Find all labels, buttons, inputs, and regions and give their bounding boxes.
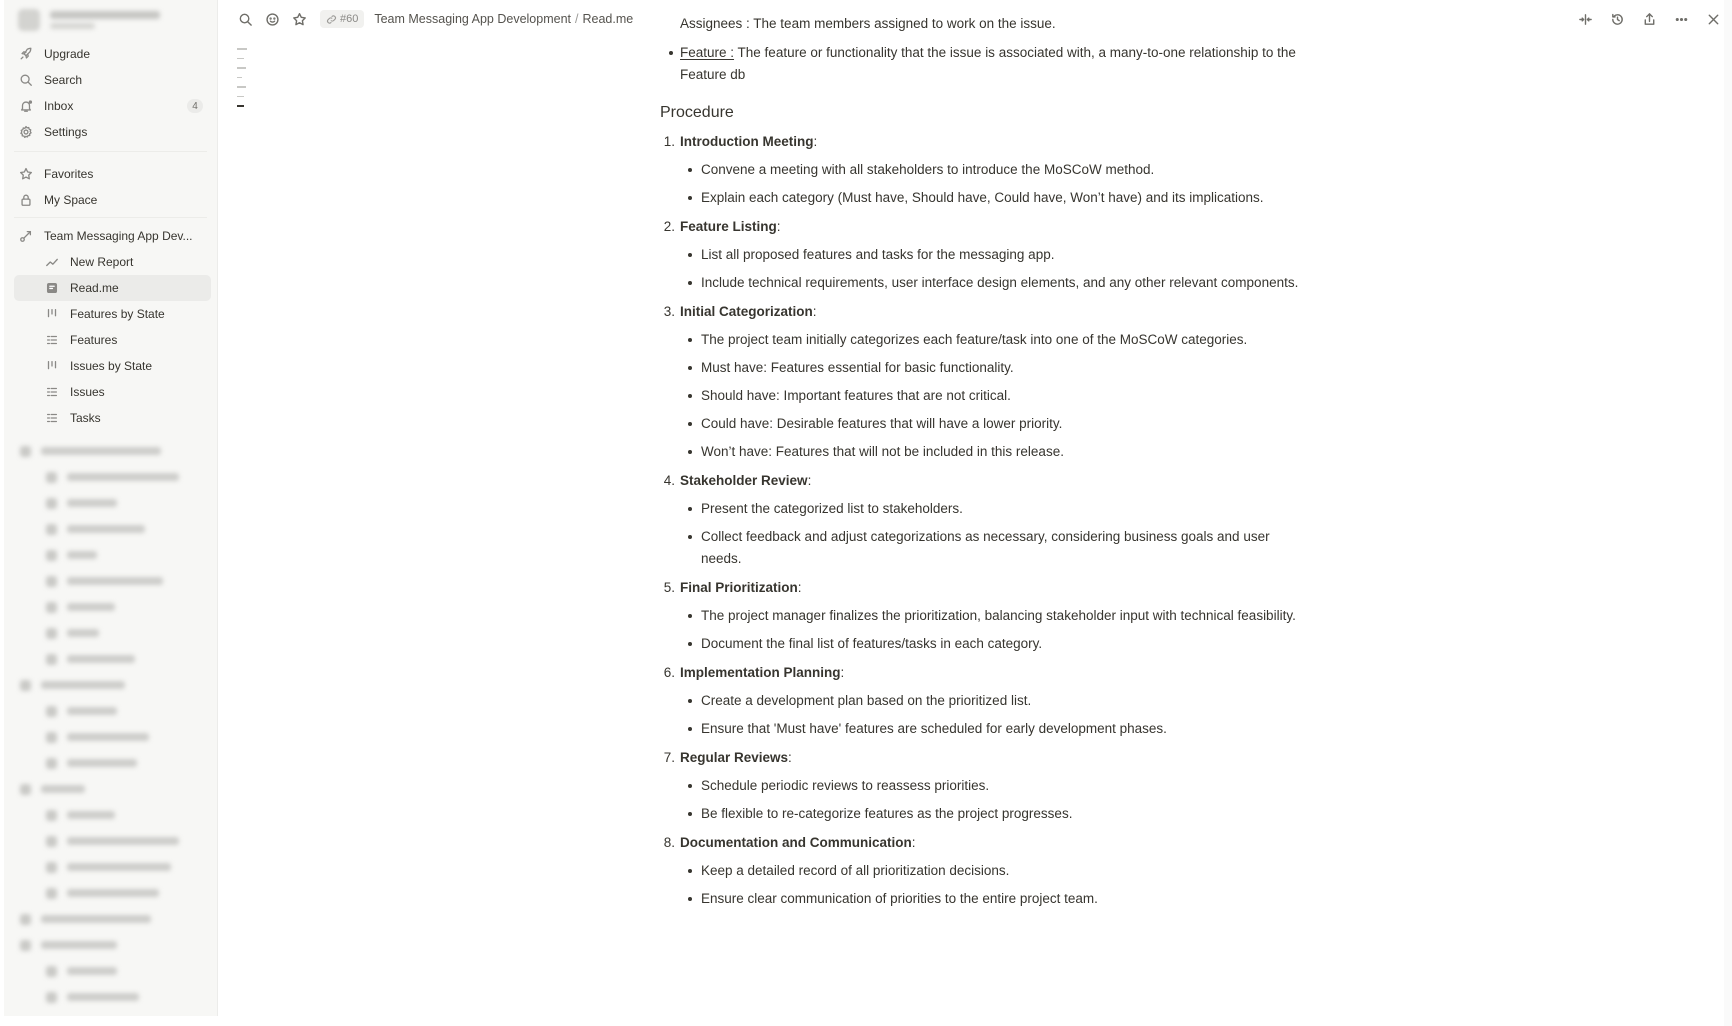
sidebar-divider bbox=[14, 151, 207, 161]
step-heading bbox=[660, 747, 1300, 769]
doc-icon bbox=[44, 280, 60, 296]
sidebar-item-features[interactable] bbox=[4, 327, 217, 353]
sidebar-item-favorites[interactable] bbox=[4, 161, 217, 187]
procedure-step bbox=[660, 216, 1300, 294]
bullet-item: Include technical requirements, user interface design elements, and any other relevant components. bbox=[701, 272, 1300, 294]
sidebar-item-label: Features bbox=[70, 333, 118, 347]
property-item bbox=[680, 42, 1300, 86]
step-title: Documentation and Communication bbox=[680, 835, 912, 850]
sidebar-item-tasks[interactable] bbox=[4, 405, 217, 431]
step-bullets bbox=[660, 690, 1300, 740]
step-number: 7. bbox=[663, 750, 675, 765]
step-title: Final Prioritization bbox=[680, 580, 798, 595]
document-body bbox=[660, 16, 1300, 910]
table-icon bbox=[44, 384, 60, 400]
sidebar-item-issues-by-state[interactable] bbox=[4, 353, 217, 379]
property-list bbox=[660, 42, 1300, 86]
procedure-step bbox=[660, 301, 1300, 463]
sidebar-item-label: Features by State bbox=[70, 307, 165, 321]
step-bullets bbox=[660, 159, 1300, 209]
sidebar-item-upgrade[interactable] bbox=[4, 41, 217, 67]
step-bullets bbox=[660, 498, 1300, 570]
step-colon: : bbox=[840, 665, 845, 680]
procedure-step bbox=[660, 577, 1300, 655]
search-icon bbox=[18, 72, 34, 88]
bullet-item: Present the categorized list to stakeholders. bbox=[701, 498, 1300, 520]
step-number: 3. bbox=[663, 304, 675, 319]
step-heading bbox=[660, 301, 1300, 323]
star-icon bbox=[18, 166, 34, 182]
sidebar bbox=[4, 0, 218, 1016]
bullet-item: The project team initially categorizes each feature/task into one of the MoSCoW categories. bbox=[701, 329, 1300, 351]
step-number: 5. bbox=[663, 580, 675, 595]
bullet-item: Could have: Desirable features that will have a lower priority. bbox=[701, 413, 1300, 435]
window-edge bbox=[1724, 0, 1732, 1026]
step-number: 1. bbox=[663, 134, 675, 149]
link-icon bbox=[326, 14, 337, 25]
close-icon[interactable] bbox=[1704, 10, 1722, 28]
bell-icon bbox=[18, 98, 34, 114]
step-colon: : bbox=[788, 750, 792, 765]
bullet-item: The project manager finalizes the prioritization, balancing stakeholder input with technical feasibility. bbox=[701, 605, 1300, 627]
lock-icon bbox=[18, 192, 34, 208]
procedure-step bbox=[660, 470, 1300, 570]
sidebar-item-settings[interactable] bbox=[4, 119, 217, 145]
step-bullets bbox=[660, 329, 1300, 463]
project-icon bbox=[18, 228, 34, 244]
bullet-item: Must have: Features essential for basic functionality. bbox=[701, 357, 1300, 379]
clipped-property-line: Assignees : The team members assigned to work on the issue. bbox=[680, 16, 1056, 31]
procedure-step bbox=[660, 747, 1300, 825]
issue-id-tag[interactable] bbox=[320, 10, 364, 28]
bullet-item: Collect feedback and adjust categorizations as necessary, considering business goals and user needs. bbox=[701, 526, 1300, 570]
step-title: Regular Reviews bbox=[680, 750, 789, 765]
procedure-step bbox=[660, 662, 1300, 740]
step-number: 2. bbox=[663, 219, 675, 234]
bullet-item: Explain each category (Must have, Should have, Could have, Won’t have) and its implications. bbox=[701, 187, 1300, 209]
step-title: Feature Listing bbox=[680, 219, 777, 234]
workspace-name-blurred bbox=[50, 11, 160, 29]
bullet-item: Should have: Important features that are not critical. bbox=[701, 385, 1300, 407]
bullet-item: Keep a detailed record of all prioritization decisions. bbox=[701, 860, 1300, 882]
sidebar-item-label: My Space bbox=[44, 193, 98, 207]
step-number: 6. bbox=[663, 665, 675, 680]
gear-icon bbox=[18, 124, 34, 140]
breadcrumb-page[interactable]: Read.me bbox=[582, 12, 634, 26]
sidebar-item-label: Inbox bbox=[44, 99, 74, 113]
more-icon[interactable] bbox=[1672, 10, 1690, 28]
step-colon: : bbox=[797, 580, 802, 595]
kanban-icon bbox=[44, 306, 60, 322]
step-heading bbox=[660, 832, 1300, 854]
breadcrumb-project[interactable]: Team Messaging App Development bbox=[374, 12, 571, 26]
bullet-item: Create a development plan based on the prioritized list. bbox=[701, 690, 1300, 712]
inbox-count-badge: 4 bbox=[187, 99, 203, 113]
full-width-icon[interactable] bbox=[1576, 10, 1594, 28]
bullet-item: Ensure that 'Must have' features are scheduled for early development phases. bbox=[701, 718, 1300, 740]
step-colon: : bbox=[776, 219, 781, 234]
bullet-item: Schedule periodic reviews to reassess priorities. bbox=[701, 775, 1300, 797]
property-key[interactable]: Feature : bbox=[680, 45, 735, 60]
property-text: The feature or functionality that the issue is associated with, a many-to-one relationship to the Feature db bbox=[680, 45, 1296, 82]
sidebar-item-label: Read.me bbox=[70, 281, 119, 295]
history-icon[interactable] bbox=[1608, 10, 1626, 28]
sidebar-item-label: Issues by State bbox=[70, 359, 153, 373]
sidebar-item-new-report[interactable] bbox=[4, 249, 217, 275]
sidebar-item-label: Settings bbox=[44, 125, 88, 139]
step-colon: : bbox=[911, 835, 916, 850]
top-bar-actions bbox=[1576, 10, 1722, 28]
step-number: 8. bbox=[663, 835, 675, 850]
chart-line-icon bbox=[44, 254, 60, 270]
sidebar-item-project[interactable] bbox=[4, 223, 217, 249]
sidebar-item-features-by-state[interactable] bbox=[4, 301, 217, 327]
procedure-step bbox=[660, 131, 1300, 209]
bullet-item: Document the final list of features/tasks in each category. bbox=[701, 633, 1300, 655]
sidebar-item-label: Tasks bbox=[70, 411, 101, 425]
step-title: Initial Categorization bbox=[680, 304, 813, 319]
step-heading bbox=[660, 662, 1300, 684]
step-bullets bbox=[660, 605, 1300, 655]
search-icon[interactable] bbox=[236, 10, 254, 28]
step-number: 4. bbox=[663, 473, 675, 488]
workspace-avatar bbox=[18, 9, 40, 31]
rocket-icon bbox=[18, 46, 34, 62]
step-title: Introduction Meeting bbox=[680, 134, 814, 149]
blurred-sidebar-items bbox=[4, 438, 218, 1018]
step-heading bbox=[660, 577, 1300, 599]
step-colon: : bbox=[812, 304, 817, 319]
step-title: Implementation Planning bbox=[680, 665, 841, 680]
bullet-item: Convene a meeting with all stakeholders to introduce the MoSCoW method. bbox=[701, 159, 1300, 181]
breadcrumb-separator: / bbox=[575, 12, 579, 26]
sidebar-item-label: Search bbox=[44, 73, 83, 87]
section-heading: Procedure bbox=[660, 104, 734, 121]
share-icon[interactable] bbox=[1640, 10, 1658, 28]
sidebar-item-my-space[interactable] bbox=[4, 187, 217, 213]
step-bullets bbox=[660, 244, 1300, 294]
sidebar-item-label: Issues bbox=[70, 385, 105, 399]
procedure-step bbox=[660, 832, 1300, 910]
bullet-item: Be flexible to re-categorize features as the project progresses. bbox=[701, 803, 1300, 825]
breadcrumb bbox=[374, 12, 633, 26]
emoji-icon[interactable] bbox=[263, 10, 281, 28]
sidebar-item-inbox[interactable] bbox=[4, 93, 217, 119]
star-icon[interactable] bbox=[290, 10, 308, 28]
step-title: Stakeholder Review bbox=[680, 473, 808, 488]
step-heading bbox=[660, 216, 1300, 238]
sidebar-item-label: New Report bbox=[70, 255, 134, 269]
bullet-item: List all proposed features and tasks for the messaging app. bbox=[701, 244, 1300, 266]
sidebar-item-readme[interactable] bbox=[14, 275, 211, 301]
step-heading bbox=[660, 131, 1300, 153]
step-heading bbox=[660, 470, 1300, 492]
step-bullets bbox=[660, 775, 1300, 825]
project-title: Team Messaging App Dev... bbox=[44, 229, 193, 243]
table-icon bbox=[44, 410, 60, 426]
sidebar-item-search[interactable] bbox=[4, 67, 217, 93]
page-outline[interactable] bbox=[237, 48, 247, 107]
step-bullets bbox=[660, 860, 1300, 910]
procedure-list bbox=[660, 131, 1300, 910]
sidebar-item-label: Favorites bbox=[44, 167, 94, 181]
kanban-icon bbox=[44, 358, 60, 374]
sidebar-item-label: Upgrade bbox=[44, 47, 91, 61]
issue-id-label: #60 bbox=[340, 13, 359, 25]
table-icon bbox=[44, 332, 60, 348]
step-colon: : bbox=[813, 134, 818, 149]
bullet-item: Won’t have: Features that will not be included in this release. bbox=[701, 441, 1300, 463]
step-colon: : bbox=[807, 473, 812, 488]
bullet-item: Ensure clear communication of priorities to the entire project team. bbox=[701, 888, 1300, 910]
sidebar-item-issues[interactable] bbox=[4, 379, 217, 405]
workspace-switcher[interactable] bbox=[4, 0, 217, 40]
